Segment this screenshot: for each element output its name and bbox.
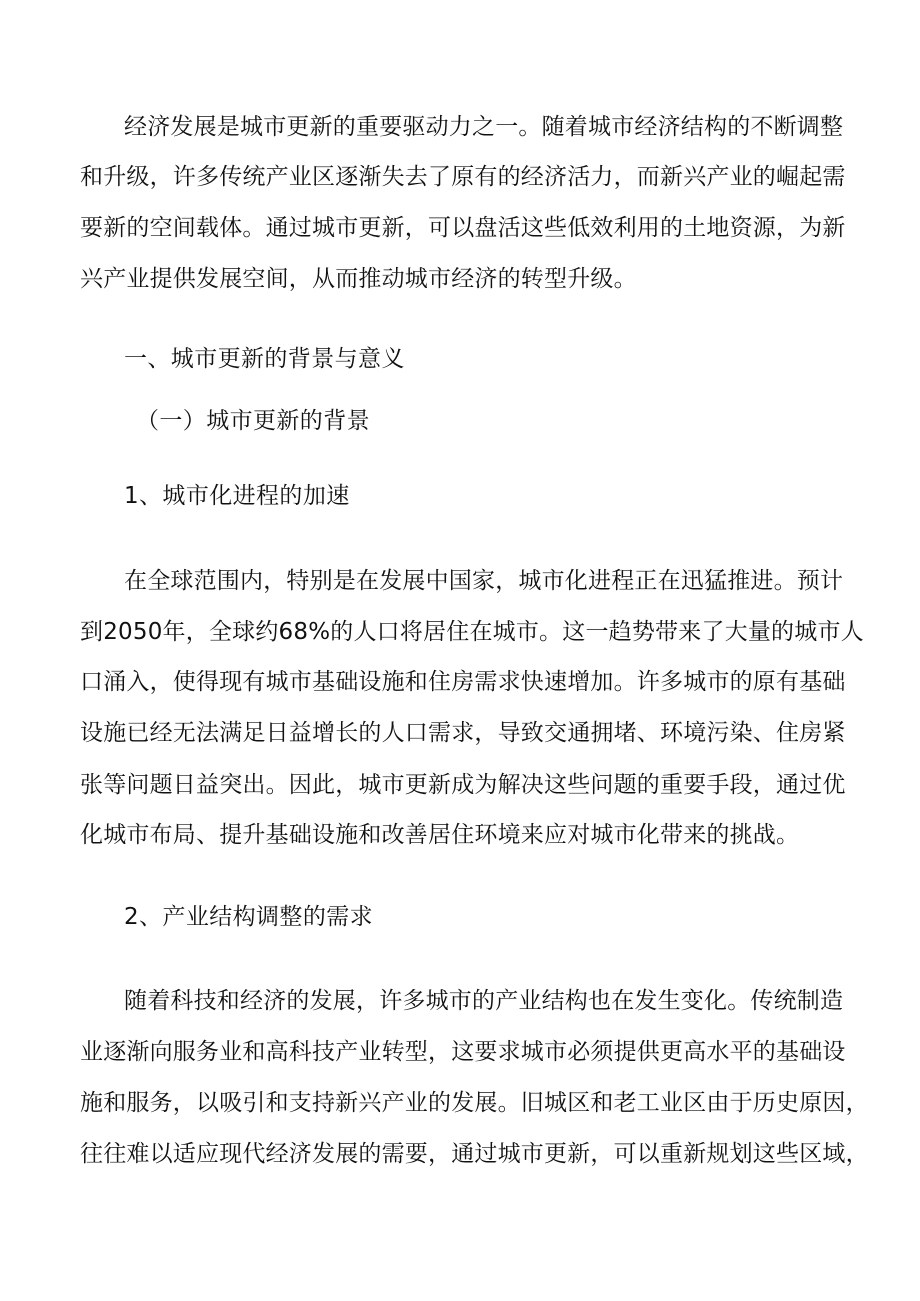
paragraph-3-line-3: 施和服务，以吸引和支持新兴产业的发展。旧城区和老工业区由于历史原因，	[80, 1090, 869, 1116]
paragraph-1-line-3: 要新的空间载体。通过城市更新，可以盘活这些低效利用的土地资源，为新	[80, 215, 846, 241]
paragraph-2-line-1: 在全球范围内，特别是在发展中国家，城市化进程正在迅猛推进。预计	[124, 568, 844, 594]
paragraph-3-line-4: 往往难以适应现代经济发展的需要，通过城市更新，可以重新规划这些区域，	[80, 1141, 869, 1167]
paragraph-2-line-4: 设施已经无法满足日益增长的人口需求，导致交通拥堵、环境污染、住房紧	[80, 720, 846, 746]
paragraph-2-line-2: 到2050年，全球约68%的人口将居住在城市。这一趋势带来了大量的城市人	[80, 619, 864, 645]
item-heading-1: 1、城市化进程的加速	[124, 483, 350, 509]
paragraph-2-line-6: 化城市布局、提升基础设施和改善居住环境来应对城市化带来的挑战。	[80, 822, 800, 848]
paragraph-1-line-4: 兴产业提供发展空间，从而推动城市经济的转型升级。	[80, 266, 637, 292]
item-heading-2: 2、产业结构调整的需求	[124, 904, 374, 930]
paragraph-1-line-2: 和升级，许多传统产业区逐渐失去了原有的经济活力，而新兴产业的崛起需	[80, 164, 846, 190]
subsection-heading-1: （一）城市更新的背景	[136, 408, 370, 434]
paragraph-1-line-1: 经济发展是城市更新的重要驱动力之一。随着城市经济结构的不断调整	[124, 114, 844, 140]
paragraph-2-line-3: 口涌入，使得现有城市基础设施和住房需求快速增加。许多城市的原有基础	[80, 669, 846, 695]
section-heading-1: 一、城市更新的背景与意义	[124, 346, 405, 372]
paragraph-3-line-1: 随着科技和经济的发展，许多城市的产业结构也在发生变化。传统制造	[124, 988, 844, 1014]
paragraph-2-line-5: 张等问题日益突出。因此，城市更新成为解决这些问题的重要手段，通过优	[80, 772, 846, 798]
paragraph-3-line-2: 业逐渐向服务业和高科技产业转型，这要求城市必须提供更高水平的基础设	[80, 1039, 846, 1065]
